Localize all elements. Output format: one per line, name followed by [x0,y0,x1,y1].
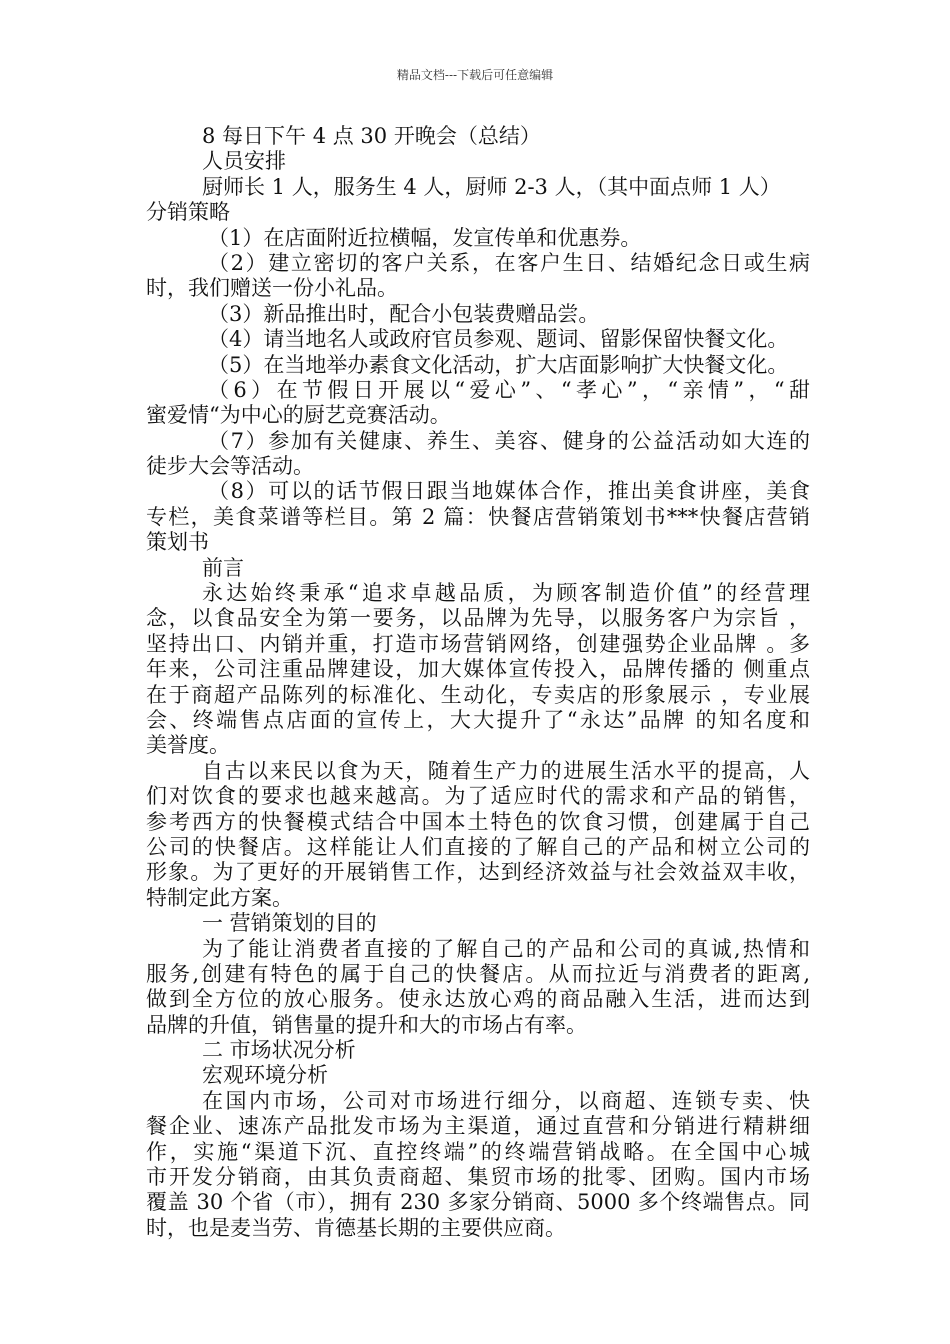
text-line: 形象。为了更好的开展销售工作，达到经济效益与社会效益双丰收， [146,860,810,885]
text-line: （8）可以的话节假日跟当地媒体合作，推出美食讲座，美食 [208,479,810,504]
text-line: 自古以来民以食为天，随着生产力的进展生活水平的提高，人 [202,758,810,783]
text-line: 时，我们赠送一份小礼品。 [146,276,398,301]
text-line: （1）在店面附近拉横幅，发宣传单和优惠券。 [208,225,642,250]
text-line: 坚持出口、内销并重，打造市场营销网络，创建强势企业品牌 。多 [146,631,810,656]
text-line: （6）在节假日开展以“爱心”、“孝心”，“亲情”，“甜 [208,377,810,402]
text-line: 在于商超产品陈列的标准化、生动化，专卖店的形象展示 ，专业展 [146,682,810,707]
text-line: 前言 [202,555,244,580]
subsection-heading: 宏观环境分析 [202,1063,328,1088]
text-line: （5）在当地举办素食文化活动，扩大店面影响扩大快餐文化。 [208,352,789,377]
text-line: 做到全方位的放心服务。使永达放心鸡的商品融入生活，进而达到 [146,987,810,1012]
text-line: （7）参加有关健康、养生、美容、健身的公益活动如大连的 [208,428,810,453]
text-line: 分销策略 [146,200,230,225]
section-heading: 一 营销策划的目的 [202,911,377,936]
text-line: 人员安排 [202,149,286,174]
text-line: 徒步大会等活动。 [146,454,314,479]
text-line: 时，也是麦当劳、肯德基长期的主要供应商。 [146,1215,566,1240]
text-line: 覆盖 30 个省（市），拥有 230 多家分销商、5000 多个终端售点。同 [146,1190,810,1215]
text-line: 作，实施“渠道下沉、直控终端”的终端营销战略。在全国中心城 [146,1139,810,1164]
text-line: 服务,创建有特色的属于自己的快餐店。从而拉近与消费者的距离, [146,961,810,986]
text-line: 专栏，美食菜谱等栏目。第 2 篇：快餐店营销策划书***快餐店营销 [146,504,810,529]
text-line: 特制定此方案。 [146,885,293,910]
text-line: （3）新品推出时，配合小包装费赠品尝。 [208,301,600,326]
text-line: 品牌的升值，销售量的提升和大的市场占有率。 [146,1012,587,1037]
section-heading: 二 市场状况分析 [202,1038,356,1063]
text-line: 会、终端售点店面的宣传上，大大提升了“永达”品牌 的知名度和 [146,707,810,732]
text-line: 永达始终秉承“追求卓越品质，为顾客制造价值”的经营理 [202,581,810,606]
text-line: 餐企业、速冻产品批发市场为主渠道，通过直营和分销进行精耕细 [146,1114,810,1139]
text-line: 念，以食品安全为第一要务，以品牌为先导，以服务客户为宗旨 ， [146,606,810,631]
text-line: 们对饮食的要求也越来越高。为了适应时代的需求和产品的销售， [146,784,810,809]
text-line: 市开发分销商，由其负责商超、集贸市场的批零、团购。国内市场 [146,1165,810,1190]
text-line: 年来，公司注重品牌建设，加大媒体宣传投入，品牌传播的 侧重点 [146,657,810,682]
text-line: 公司的快餐店。这样能让人们直接的了解自己的产品和树立公司的 [146,834,810,859]
text-line: 厨师长 1 人，服务生 4 人，厨师 2-3 人，（其中面点师 1 人） [202,174,781,199]
text-line: （2）建立密切的客户关系，在客户生日、结婚纪念日或生病 [208,250,810,275]
text-line: 参考西方的快餐模式结合中国本土特色的饮食习惯，创建属于自己 [146,809,810,834]
page-header: 精品文档---下载后可任意编辑 [396,68,554,82]
document-body [146,124,810,1241]
text-line: （4）请当地名人或政府官员参观、题词、留影保留快餐文化。 [208,327,789,352]
text-line: 在国内市场，公司对市场进行细分，以商超、连锁专卖、快 [202,1088,810,1113]
text-line: 蜜爱情“为中心的厨艺竞赛活动。 [146,403,451,428]
text-line: 8 每日下午 4 点 30 开晚会（总结） [202,124,541,148]
text-line: 美誉度。 [146,733,230,758]
text-line: 为了能让消费者直接的了解自己的产品和公司的真诚,热情和 [202,936,810,961]
text-line: 策划书 [146,530,209,555]
